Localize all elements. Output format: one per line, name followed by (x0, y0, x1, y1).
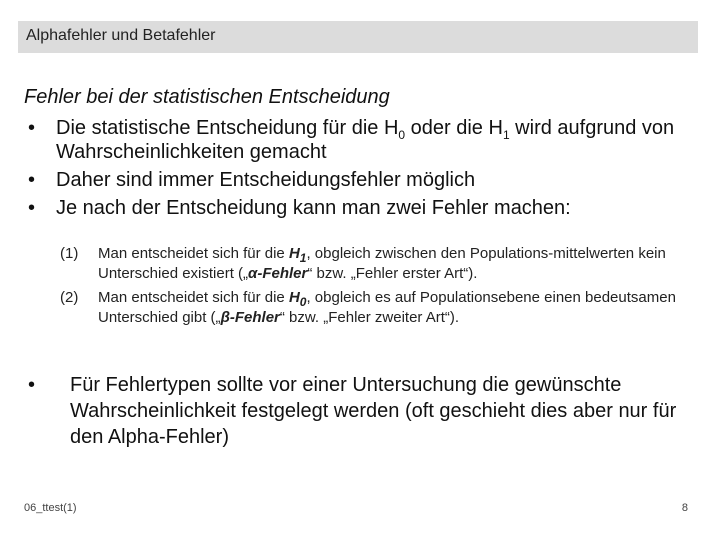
bullet-text: Für Fehlertypen sollte vor einer Untersuchung die gewünschte Wahrscheinlichkeit festgelegt werden (oft geschieht dies aber nur für den Alpha-Fehler) (70, 374, 677, 448)
item-number: (1) (60, 245, 79, 262)
slide-header-bar (18, 21, 698, 53)
bullet-symbol: • (28, 197, 36, 219)
bullet-item (24, 168, 704, 192)
numbered-item (60, 244, 700, 284)
section-heading: Fehler bei der statistischen Entscheidung (24, 86, 390, 108)
bullet-symbol: • (28, 169, 36, 191)
page-number: 8 (681, 502, 688, 514)
item-text: Man entscheidet sich für die $H_1$, obgleich zwischen den Populations-mittelwerten kein Unterschied existiert („α-Fehler“ bzw. „Fehler erster Art“). (98, 245, 666, 282)
slide-title: Alphafehler und Betafehler (26, 27, 216, 44)
bullet-symbol: • (28, 117, 36, 139)
bullet-symbol: • (28, 374, 36, 396)
bullet-text: Je nach der Entscheidung kann man zwei Fehler machen: (56, 197, 571, 219)
item-number: (2) (60, 289, 79, 306)
bullet-list (24, 116, 704, 224)
bullet-item (24, 372, 684, 450)
bullet-item (24, 116, 704, 164)
bullet-item (24, 196, 704, 220)
bullet-text: Die statistische Entscheidung für die $H_0$ oder die $H_1$ wird aufgrund von Wahrscheinlichkeiten gemacht (56, 117, 675, 163)
numbered-list (60, 244, 700, 332)
footer-label: 06_ttest(1) (24, 502, 77, 514)
numbered-item (60, 288, 700, 328)
item-text: Man entscheidet sich für die $H_0$, obgleich es auf Populationsebene einen bedeutsamen Unterschied gibt („β-Fehler“ bzw. „Fehler zweiter Art“). (98, 289, 676, 326)
bullet-text: Daher sind immer Entscheidungsfehler möglich (56, 169, 476, 191)
